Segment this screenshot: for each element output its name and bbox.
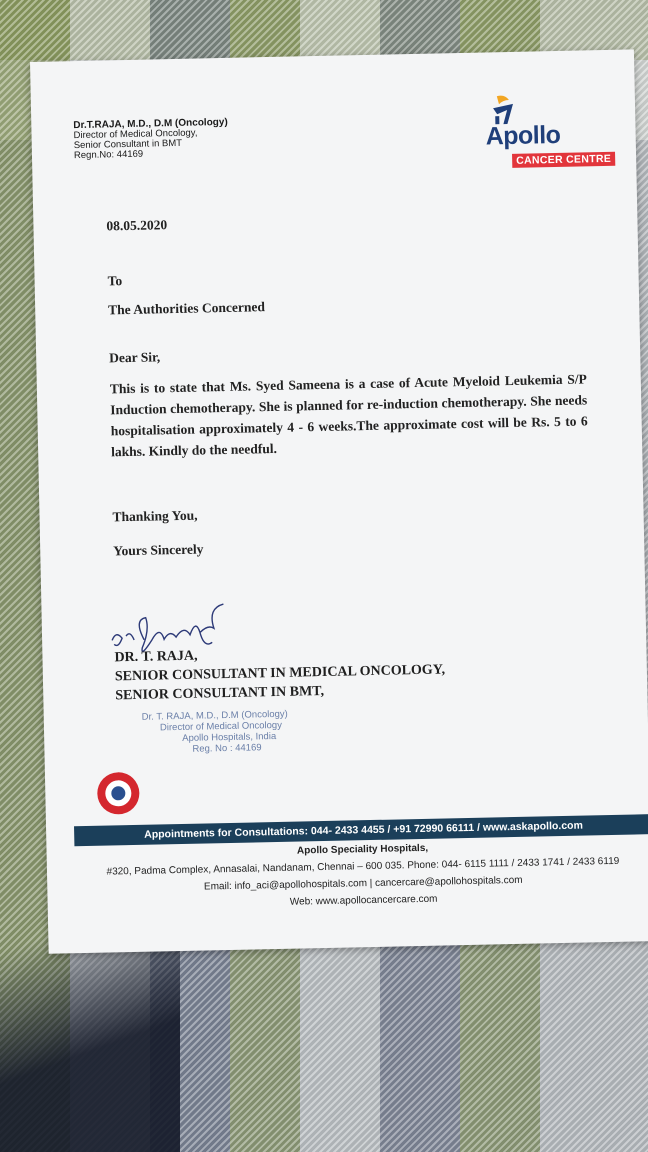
- letter-date: 08.05.2020: [106, 217, 168, 234]
- footer-web: Web: www.apollocancercare.com: [289, 893, 438, 908]
- stamp-line-2: Director of Medical Oncology: [159, 719, 283, 734]
- letter-thanks: Thanking You,: [112, 507, 198, 525]
- doctor-name: Dr.T.RAJA, M.D., D.M (Oncology): [73, 116, 228, 132]
- accreditation-badge-icon: [97, 772, 140, 815]
- signatory-name: DR. T. RAJA,: [114, 648, 198, 666]
- letterhead: [73, 118, 228, 161]
- signatory-title-2: SENIOR CONSULTANT IN BMT,: [115, 683, 325, 704]
- appointments-bar: Appointments for Consultations: 044- 2433 4455 / +91 72990 66111 / www.askapollo.com: [74, 814, 648, 846]
- registration-number: Regn.No: 44169: [73, 148, 144, 162]
- logo-wordmark: Apollo: [485, 120, 561, 151]
- letter-to: To: [107, 273, 123, 289]
- doctor-stamp: [142, 709, 289, 756]
- footer-address: #320, Padma Complex, Annasalai, Nandanam, Chennai – 600 035. Phone: 044- 6115 1111 / 2433 1741 / 2433 6119: [106, 855, 620, 878]
- signature-block: [114, 641, 445, 705]
- letter-salutation: Dear Sir,: [109, 349, 161, 366]
- stamp-line-1: Dr. T. RAJA, M.D., D.M (Oncology): [141, 708, 288, 723]
- shadow-corner: [0, 922, 180, 1152]
- letter-recipient: The Authorities Concerned: [108, 299, 266, 318]
- apollo-logo: [483, 92, 617, 175]
- doctor-specialty: Senior Consultant in BMT: [73, 137, 183, 152]
- footer-email: Email: info_aci@apollohospitals.com | cancercare@apollohospitals.com: [203, 874, 523, 893]
- letter-body: This is to state that Ms. Syed Sameena is a case of Acute Myeloid Leukemia S/P Induction chemotherapy. She is planned for re-induction chemotherapy. She needs hospitalisation approximately 4 - 6 weeks.The approximate cost will be Rs. 5 to 6 lakhs. Kindly do the needful.: [109, 371, 588, 460]
- doctor-role: Director of Medical Oncology,: [73, 127, 198, 142]
- stamp-line-4: Reg. No : 44169: [192, 742, 262, 755]
- stamp-line-3: Apollo Hospitals, India: [182, 730, 277, 744]
- letter-closing: Yours Sincerely: [113, 541, 204, 559]
- signatory-title-1: SENIOR CONSULTANT IN MEDICAL ONCOLOGY,: [114, 662, 446, 685]
- logo-tagline: CANCER CENTRE: [512, 152, 615, 168]
- footer-hospital: Apollo Speciality Hospitals,: [296, 842, 429, 857]
- letter-page: [30, 49, 648, 953]
